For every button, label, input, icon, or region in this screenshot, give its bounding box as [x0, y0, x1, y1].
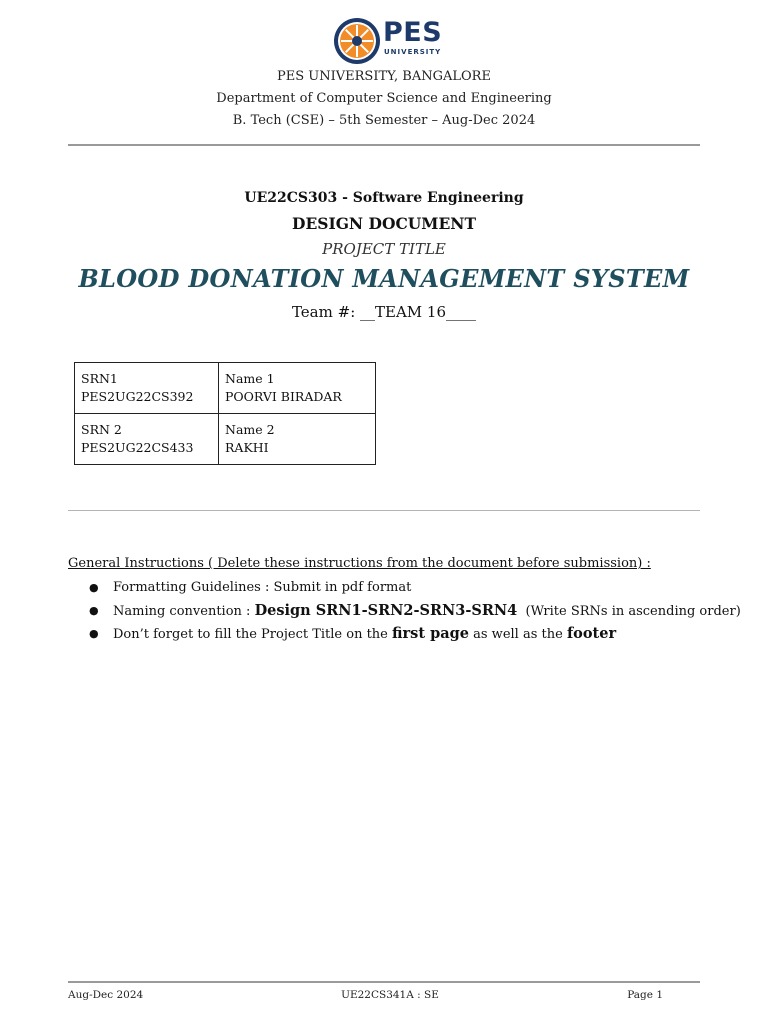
university-name: PES UNIVERSITY, BANGALORE: [277, 69, 491, 84]
table-row: [75, 414, 376, 465]
instruction-text: Naming convention :: [113, 604, 255, 619]
instruction-text: Formatting Guidelines : Submit in pdf format: [113, 580, 412, 595]
srn-cell: [75, 414, 219, 465]
team-members-table: [74, 362, 376, 465]
name-label: Name 2: [225, 422, 275, 437]
footer-left: Aug-Dec 2024: [68, 989, 144, 1001]
section-divider: [68, 510, 700, 511]
srn-label: SRN1: [81, 371, 118, 386]
srn-cell: [75, 363, 219, 414]
pes-university-logo: [333, 17, 443, 67]
footer-page-number: Page 1: [627, 989, 663, 1001]
name-cell: [219, 363, 376, 414]
table-row: [75, 363, 376, 414]
srn-value: PES2UG22CS433: [81, 440, 194, 455]
program-line: B. Tech (CSE) – 5th Semester – Aug-Dec 2024: [232, 113, 536, 128]
srn-label: SRN 2: [81, 422, 122, 437]
footer-divider: [68, 981, 700, 983]
project-title-label: PROJECT TITLE: [322, 240, 446, 258]
header-divider: [68, 144, 700, 146]
logo-subtext: UNIVERSITY: [384, 48, 442, 56]
bullet-icon: ●: [89, 627, 99, 640]
footer-center: UE22CS341A : SE: [341, 989, 439, 1001]
logo-wordmark: PES: [383, 17, 443, 48]
bullet-icon: ●: [89, 604, 99, 617]
name-label: Name 1: [225, 371, 275, 386]
emphasis-footer: footer: [566, 625, 617, 642]
instruction-text-middle: as well as the: [469, 627, 567, 642]
instruction-note: (Write SRNs in ascending order): [517, 604, 741, 619]
list-item: [68, 576, 741, 599]
list-item: [68, 599, 741, 622]
emphasis-first-page: first page: [392, 625, 469, 642]
name-value: POORVI BIRADAR: [225, 389, 342, 404]
general-instructions: [68, 556, 741, 645]
department-name: Department of Computer Science and Engineering: [216, 91, 552, 106]
list-item: [68, 622, 741, 645]
bullet-icon: ●: [89, 581, 99, 594]
document-type: DESIGN DOCUMENT: [292, 214, 476, 233]
srn-value: PES2UG22CS392: [81, 389, 194, 404]
name-value: RAKHI: [225, 440, 269, 455]
naming-pattern: Design SRN1-SRN2-SRN3-SRN4: [254, 602, 518, 619]
team-number: Team #: __TEAM 16____: [291, 303, 477, 321]
project-title: BLOOD DONATION MANAGEMENT SYSTEM: [78, 264, 690, 293]
name-cell: [219, 414, 376, 465]
course-title: UE22CS303 - Software Engineering: [244, 190, 524, 206]
pes-emblem-icon: [333, 17, 381, 65]
instructions-list: [68, 576, 741, 645]
instruction-text: Don’t forget to fill the Project Title on the: [113, 627, 392, 642]
instructions-heading: General Instructions ( Delete these instructions from the document before submission) :: [68, 556, 651, 571]
